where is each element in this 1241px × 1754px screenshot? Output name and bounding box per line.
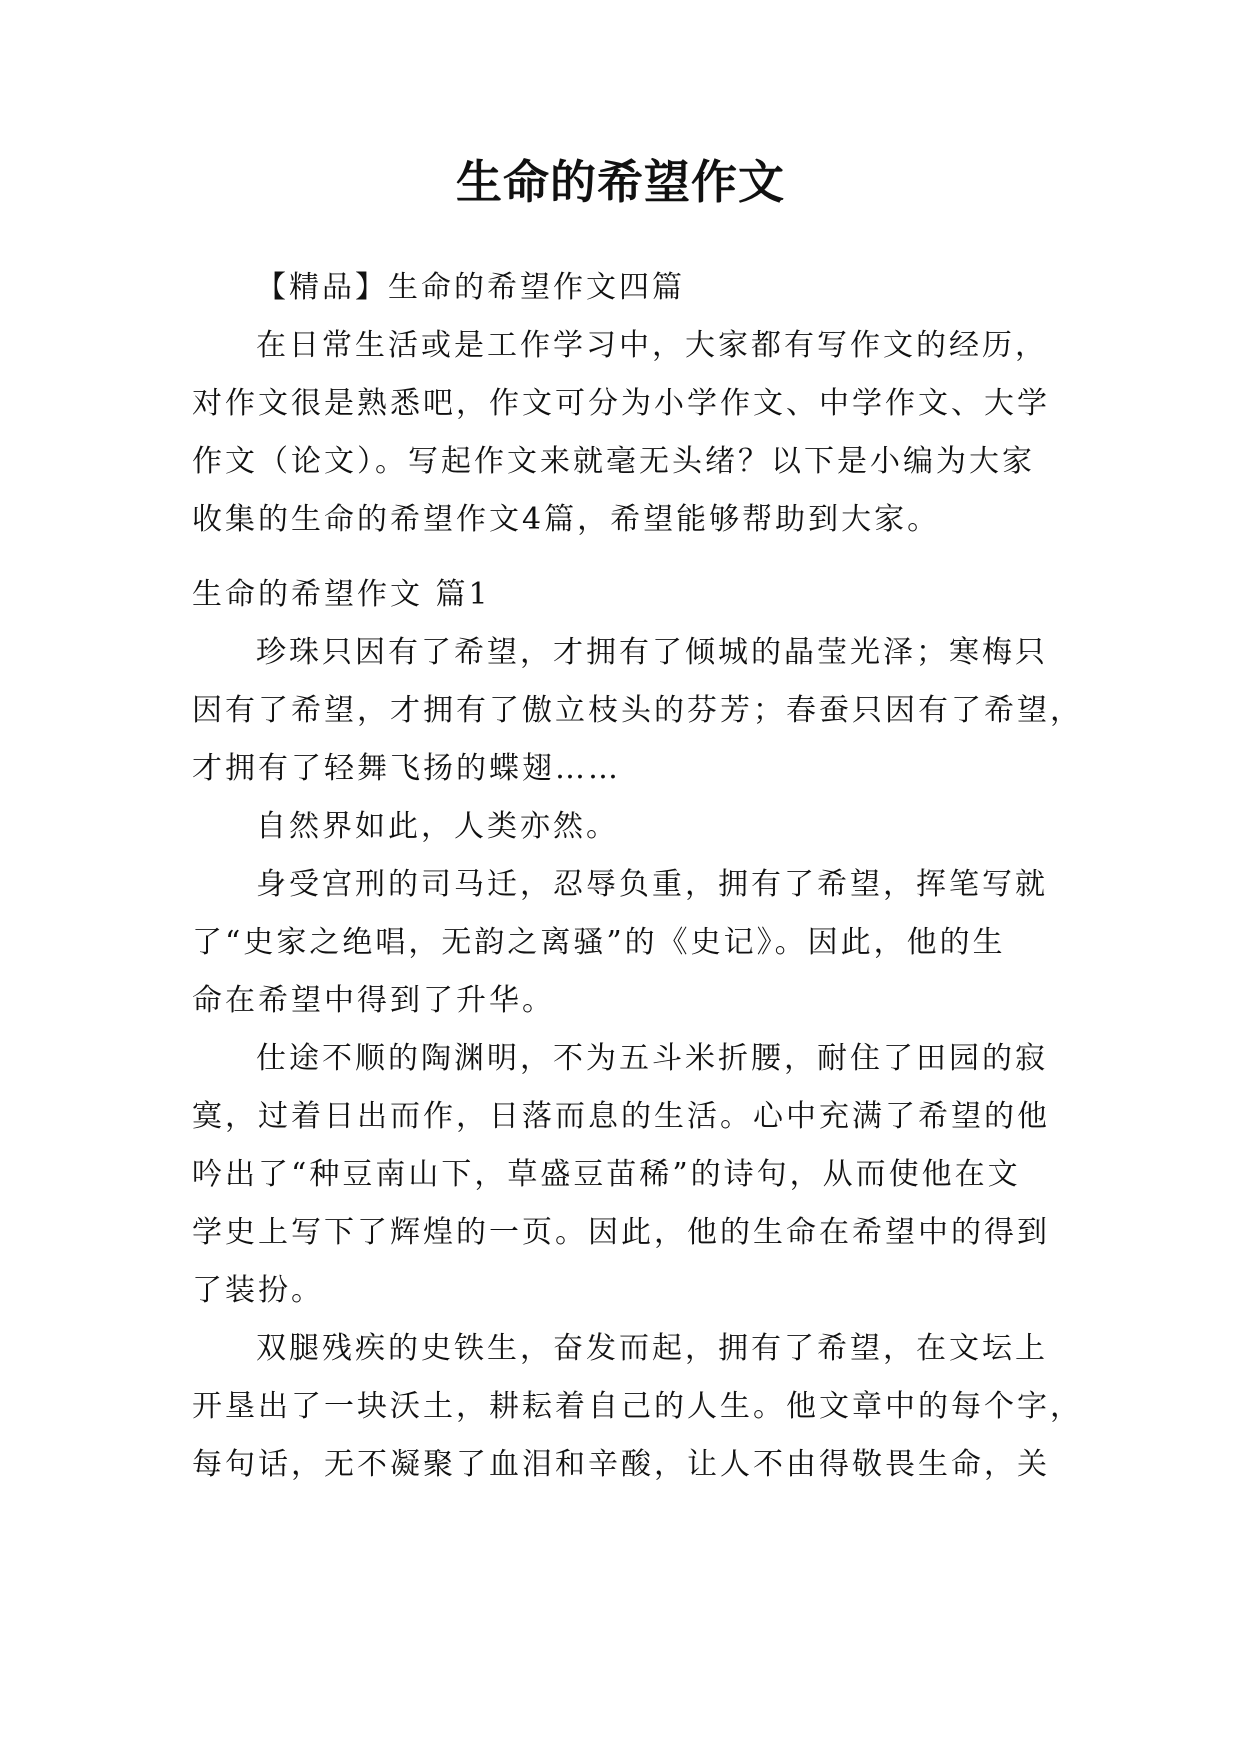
paragraph-line: 了“史家之绝唱，无韵之离骚”的《史记》。因此，他的生 (192, 925, 1006, 960)
intro-line: 对作文很是熟悉吧，作文可分为小学作文、中学作文、大学 (192, 386, 1050, 421)
paragraph-line: 双腿残疾的史铁生，奋发而起，拥有了希望，在文坛上 (256, 1331, 1048, 1366)
paragraph-line: 每句话，无不凝聚了血泪和辛酸，让人不由得敬畏生命，关 (192, 1447, 1050, 1482)
paragraph-line: 仕途不顺的陶渊明，不为五斗米折腰，耐住了田园的寂 (256, 1041, 1048, 1076)
paragraph-line: 因有了希望，才拥有了傲立枝头的芬芳；春蚕只因有了希望， (192, 693, 1083, 728)
paragraph-line: 开垦出了一块沃土，耕耘着自己的人生。他文章中的每个字， (192, 1389, 1083, 1424)
section-1-heading: 生命的希望作文 篇1 (192, 577, 491, 612)
paragraph-line: 命在希望中得到了升华。 (192, 983, 555, 1018)
intro-line: 作文（论文）。写起作文来就毫无头绪？以下是小编为大家 (192, 444, 1035, 479)
intro-block (192, 259, 1052, 549)
paragraph-line: 自然界如此，人类亦然。 (256, 809, 619, 844)
paragraph-line: 吟出了“种豆南山下，草盛豆苗稀”的诗句，从而使他在文 (192, 1157, 1021, 1192)
document-title: 生命的希望作文 (456, 155, 785, 209)
section-1-block (192, 566, 1083, 1494)
paragraph-line: 寞，过着日出而作，日落而息的生活。心中充满了希望的他 (192, 1099, 1050, 1134)
paragraph-line: 珍珠只因有了希望，才拥有了倾城的晶莹光泽；寒梅只 (256, 635, 1048, 670)
paragraph-line: 才拥有了轻舞飞扬的蝶翅…… (192, 751, 621, 786)
paragraph-line: 身受宫刑的司马迁，忍辱负重，拥有了希望，挥笔写就 (256, 867, 1048, 902)
intro-line: 在日常生活或是工作学习中，大家都有写作文的经历， (256, 328, 1048, 363)
paragraph-line: 了装扮。 (192, 1273, 324, 1308)
paragraph-line: 学史上写下了辉煌的一页。因此，他的生命在希望中的得到 (192, 1215, 1050, 1250)
intro-heading: 【精品】生命的希望作文四篇 (256, 270, 685, 305)
intro-line: 收集的生命的希望作文4篇，希望能够帮助到大家。 (192, 502, 941, 537)
